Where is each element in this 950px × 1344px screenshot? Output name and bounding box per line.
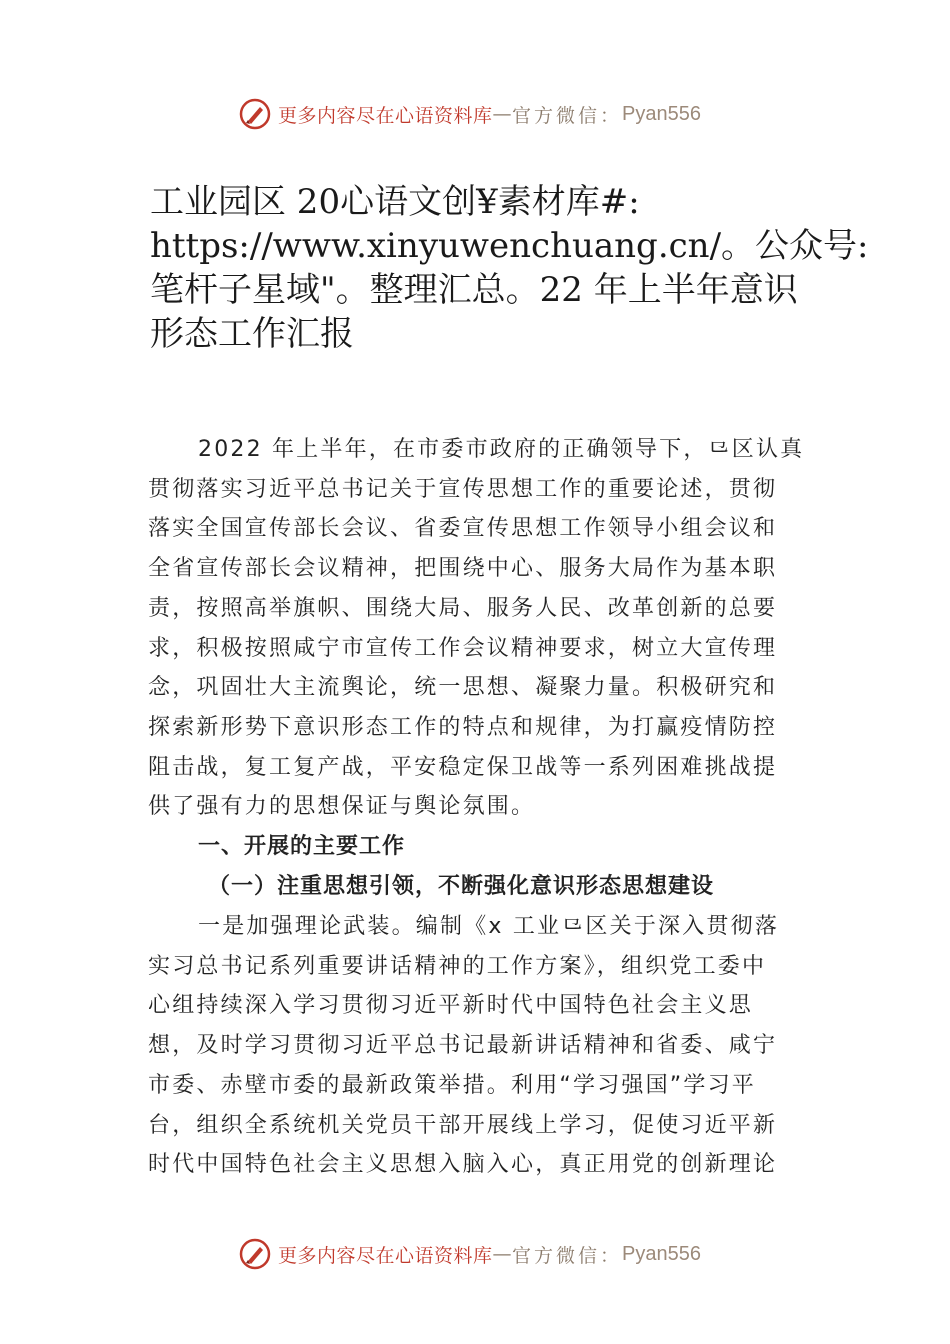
subsection-heading: （一）注重思想引领，不断强化意识形态思想建设: [208, 874, 715, 900]
body-line: 责，按照高举旗帜、围绕大局、服务人民、改革创新的总要: [148, 595, 778, 621]
title-line: 笔杆子星域"。整理汇总。22 年上半年意识: [150, 270, 798, 310]
banner-wechat-id: Pyan556: [622, 102, 701, 125]
footer-banner: [0, 1234, 950, 1274]
body-line: 贯彻落实习近平总书记关于宣传思想工作的重要论述，贯彻: [148, 476, 778, 502]
body-line: 念，巩固壮大主流舆论，统一思想、凝聚力量。积极研究和: [148, 675, 778, 701]
body-line: 想，及时学习贯彻习近平总书记最新讲话精神和省委、咸宁: [148, 1033, 778, 1059]
body-line: 市委、赤壁市委的最新政策举措。利用“学习强国”学习平: [148, 1072, 756, 1098]
body-line: 求，积极按照咸宁市宣传工作会议精神要求，树立大宣传理: [148, 635, 778, 661]
section-heading: 一、开展的主要工作: [198, 834, 406, 860]
body-line: 一是加强理论武装。编制《x 工业⺋区关于深入贯彻落: [198, 914, 780, 940]
intro-paragraph: [148, 430, 818, 827]
banner-separator: —: [492, 103, 513, 125]
banner-slogan: 更多内容尽在心语资料库: [278, 104, 493, 127]
banner-wechat-label: 官方微信：: [512, 1244, 623, 1267]
title-line: https://www.xinyuwenchuang.cn/。公众号:: [150, 226, 869, 266]
title-line: 工业园区 20心语文创¥素材库#:: [150, 182, 640, 222]
body-line: 实习总书记系列重要讲话精神的工作方案》，组织党工委中: [148, 953, 767, 979]
pen-seal-logo-icon: [238, 97, 272, 131]
body-line: 心组持续深入学习贯彻习近平新时代中国特色社会主义思: [148, 993, 754, 1019]
body-line: 供了强有力的思想保证与舆论氛围。: [148, 794, 536, 820]
body-line: 阻击战，复工复产战，平安稳定保卫战等一系列困难挑战提: [148, 754, 778, 780]
body-line: 全省宣传部长会议精神，把围绕中心、服务大局作为基本职: [148, 556, 778, 582]
body-line: 台，组织全系统机关党员干部开展线上学习，促使习近平新: [148, 1112, 778, 1138]
banner-separator: —: [492, 1243, 513, 1265]
pen-seal-logo-icon: [238, 1237, 272, 1271]
banner-wechat-label: 官方微信：: [512, 104, 623, 127]
title-line: 形态工作汇报: [150, 314, 354, 354]
body-line: 探索新形势下意识形态工作的特点和规律，为打赢疫情防控: [148, 714, 778, 740]
header-banner: [0, 94, 950, 134]
body-line: 落实全国宣传部长会议、省委宣传思想工作领导小组会议和: [148, 516, 778, 542]
section-paragraph: [148, 907, 818, 1185]
document-title: [150, 180, 869, 356]
body-line: 时代中国特色社会主义思想入脑入心，真正用党的创新理论: [148, 1152, 778, 1178]
body-line: 2022 年上半年，在市委市政府的正确领导下，⺋区认真: [198, 437, 805, 462]
banner-slogan: 更多内容尽在心语资料库: [278, 1244, 493, 1267]
banner-wechat-id: Pyan556: [622, 1242, 701, 1265]
document-body: [148, 430, 818, 1185]
